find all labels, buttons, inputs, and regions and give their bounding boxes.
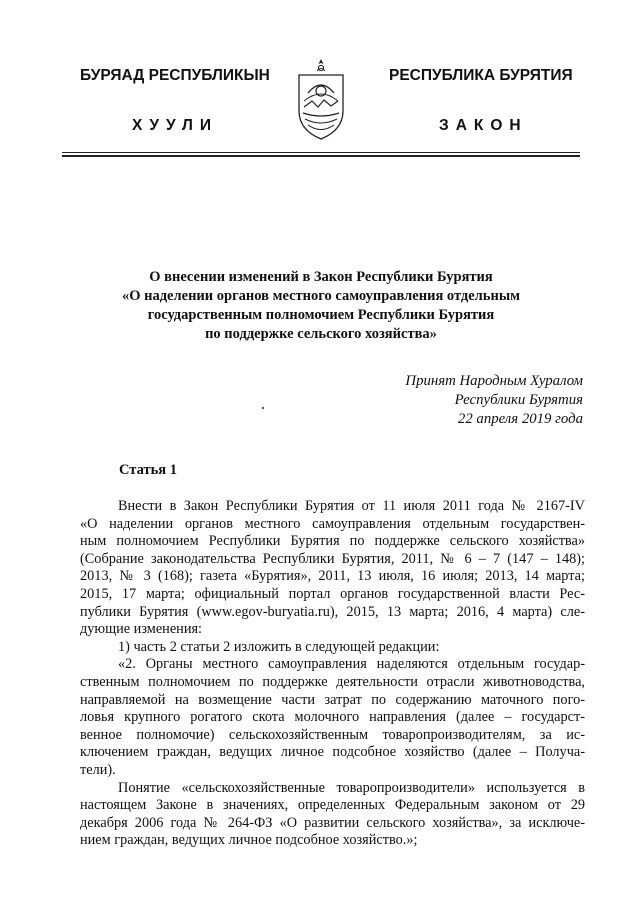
article-heading: Статья 1 [119,462,177,478]
coat-of-arms-of-buryatia-icon [296,57,346,141]
body-line-10: «2. Органы местного самоуправления наделяются отдельным государ- [118,656,585,673]
body-line-12: направляемой на возмещение части затрат по содержанию маточного пого- [80,691,585,708]
header-rule-top [62,152,580,153]
adoption-line-1: Принят Народным Хуралом [405,373,583,389]
body-line-20: нием граждан, ведущих личное подсобное хозяйство.»; [80,832,418,849]
body-line-7: публики Бурятия (www.egov-buryatia.ru), 2015, 13 марта; 2016, 4 марта) сле- [80,603,585,620]
title-line-1: О внесении изменений в Закон Республики Бурятия [149,269,493,285]
adoption-line-2: Республики Бурятия [454,392,583,408]
adoption-note [405,372,583,429]
header-right-bottom: ЗАКОН [439,117,528,134]
header-rule-bottom [62,155,580,157]
title-line-3: государственным полномочием Республики Бурятия [147,307,495,323]
body-line-3: ным полномочием Республики Бурятия по поддержке сельского хозяйства» [80,533,585,550]
body-line-11: ственным полномочием по поддержке деятельности отрасли животноводства, [80,673,585,690]
body-line-17: Понятие «сельскохозяйственные товаропроизводители» используется в [118,779,585,796]
header-right-top: РЕСПУБЛИКА БУРЯТИЯ [389,67,573,84]
body-line-4: (Собрание законодательства Республики Бурятия, 2011, № 6 – 7 (147 – 148); [80,550,585,567]
header-left-top: БУРЯАД РЕСПУБЛИКЫН [80,67,270,84]
body-line-9: 1) часть 2 статьи 2 изложить в следующей редакции: [118,638,440,655]
article-body [80,498,585,850]
body-line-14: венное полномочие) сельскохозяйственным товаропроизводителям, за ис- [80,726,585,743]
body-line-19: декабря 2006 года № 264-ФЗ «О развитии сельского хозяйства», за исключе- [80,814,585,831]
speck-mark [262,407,264,409]
body-line-2: «О наделении органов местного самоуправления отдельным государствен- [80,515,585,532]
body-line-15: ключением граждан, ведущих личное подсобное хозяйство (далее – Получа- [80,744,585,761]
adoption-line-3: 22 апреля 2019 года [457,411,583,427]
body-line-18: настоящем Законе в значениях, определенных Федеральным законом от 29 [80,797,585,814]
body-line-5: 2013, № 3 (168); газета «Бурятия», 2011, 13 июля, 16 июля; 2013, 14 марта; [80,568,585,585]
body-line-6: 2015, 17 марта; официальный портал органов государственной власти Рес- [80,585,585,602]
body-line-13: ловья крупного рогатого скота молочного направления (далее – государст- [80,709,585,726]
header-left-bottom: ХУУЛИ [132,117,219,134]
body-line-8: дующие изменения: [80,621,203,638]
title-line-2: «О наделении органов местного самоуправления отдельным [121,288,521,304]
title-line-4: по поддержке сельского хозяйства» [205,326,437,342]
law-title [62,268,580,344]
body-line-16: тели). [80,761,116,778]
body-line-1: Внести в Закон Республики Бурятия от 11 июля 2011 года № 2167-IV [118,498,585,514]
